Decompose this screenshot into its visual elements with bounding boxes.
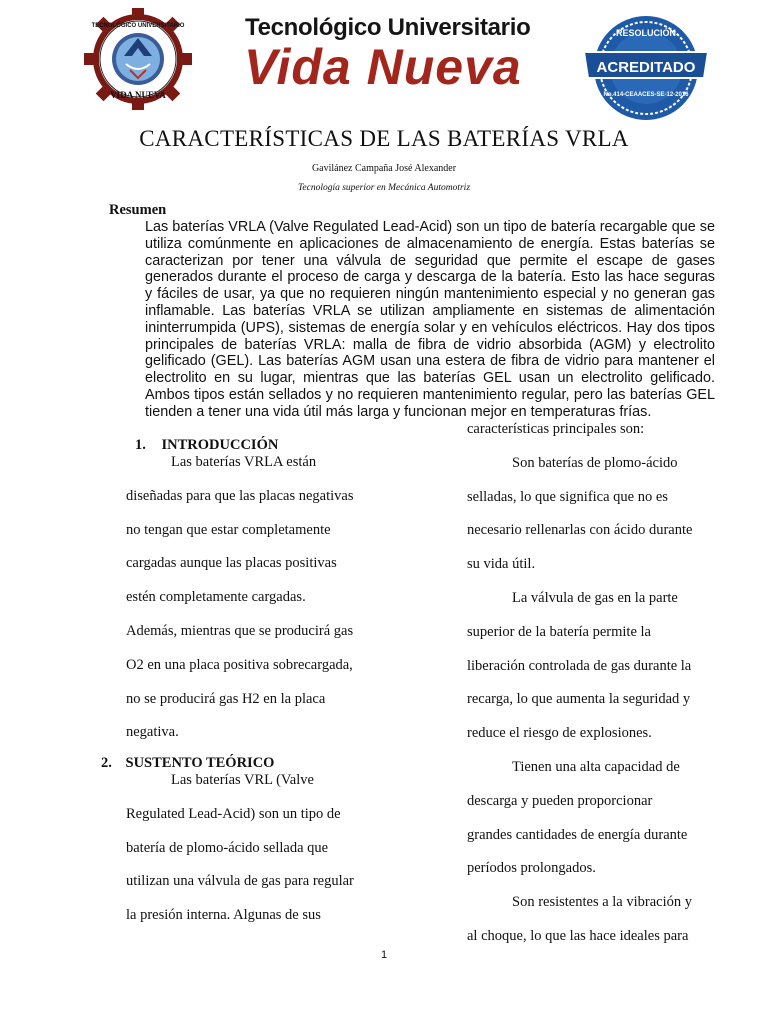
body-line: liberación controlada de gas durante la [467, 657, 692, 674]
body-line: superior de la batería permite la [467, 623, 651, 640]
body-line: Las baterías VRL (Valve [171, 772, 314, 788]
paper-title: CARACTERÍSTICAS DE LAS BATERÍAS VRLA [139, 126, 629, 151]
body-line: estén completamente cargadas. [126, 589, 306, 606]
body-line: selladas, lo que significa que no es [467, 488, 668, 505]
body-line: períodos prolongados. [467, 860, 596, 877]
body-line: utilizan una válvula de gas para regular [126, 873, 354, 890]
body-line: recarga, lo que aumenta la seguridad y [467, 691, 691, 708]
logo-caption-tecnologico: TECNOLÓGICO UNIVERSITARIO [91, 23, 185, 29]
body-line: Las baterías VRLA están [171, 454, 317, 470]
body-line: su vida útil. [467, 556, 536, 573]
body-line: La válvula de gas en la parte [512, 589, 678, 606]
body-line: Además, mientras que se producirá gas [126, 622, 354, 639]
right-column-body [467, 413, 727, 954]
seal-top-text: RESOLUCIÓN [615, 28, 677, 38]
institution-gear-logo [84, 8, 192, 110]
body-line: cargadas aunque las placas positivas [126, 555, 337, 572]
body-line: Regulated Lead-Acid) son un tipo de [126, 805, 341, 822]
institution-name-line2: Vida Nueva [244, 39, 522, 95]
body-line: diseñadas para que las placas negativas [126, 487, 354, 504]
section-1-body [126, 446, 456, 750]
body-line: Son baterías de plomo-ácido [512, 454, 678, 471]
abstract-heading: Resumen [109, 202, 167, 218]
section-1-number: 1. [135, 437, 146, 453]
paper-affiliation: Tecnología superior en Mecánica Automotriz [297, 183, 471, 193]
page-number: 1 [380, 949, 388, 961]
body-line: O2 en una placa positiva sobrecargada, [126, 656, 353, 673]
body-line: reduce el riesgo de explosiones. [467, 725, 652, 742]
accreditation-seal [576, 12, 716, 124]
body-line: Son resistentes a la vibración y [512, 894, 692, 911]
body-line: necesario rellenarlas con ácido durante [467, 522, 693, 539]
abstract-body: Las baterías VRLA (Valve Regulated Lead-Acid) son un tipo de batería recargable que se utiliza comúnmente en aplicaciones de almacenamiento de energía. Estas baterías se caracterizan por tener una válvula de seguridad que permite el escape de gases generados durante el proceso de carga y descarga de la batería. Esto las hace seguras y fáciles de usar, ya que no requieren ningún mantenimiento especial y no generan gas inflamable. Las baterías VRLA se utilizan ampliamente en sistemas de alimentación ininterrumpida (UPS), sistemas de energía solar y en vehículos eléctricos. Hay dos tipos principales de baterías VRLA: malla de fibra de vidrio absorbida (AGM) y electrolito gelificado (GEL). Las baterías AGM usan una estera de fibra de vidrio para mantener el electrolito en su lugar, mientras que las baterías GEL usan un electrolito gelificado. Ambos tipos están sellados y no requieren mantenimiento regular, pero las baterías GEL tienden a tener una vida útil más larga y funcionan mejor en temperaturas frías. [145, 219, 715, 420]
body-line: descarga y pueden proporcionar [467, 792, 653, 809]
body-line: características principales son: [467, 421, 645, 437]
body-line: al choque, lo que las hace ideales para [467, 927, 689, 944]
seal-main-text: ACREDITADO [596, 59, 696, 76]
logo-caption-vida-nueva: VIDA NUEVA [110, 90, 166, 100]
seal-bottom-text: No.414-CEAACES-SE-12-2016 [603, 92, 689, 98]
body-line: batería de plomo-ácido sellada que [126, 839, 329, 856]
body-line: la presión interna. Algunas de sus [126, 907, 321, 924]
paper-author: Gavilánez Campaña José Alexander [311, 163, 457, 174]
body-line: negativa. [126, 724, 179, 741]
section-2-body [126, 764, 456, 933]
section-2-title: SUSTENTO TEÓRICO [125, 755, 275, 771]
body-line: Tienen una alta capacidad de [512, 758, 680, 775]
institution-name-line1: Tecnológico Universitario [245, 14, 531, 41]
section-1-title: INTRODUCCIÓN [161, 437, 279, 453]
body-line: no tengan que estar completamente [126, 521, 331, 538]
body-line: grandes cantidades de energía durante [467, 826, 688, 843]
body-line: no se producirá gas H2 en la placa [126, 690, 326, 707]
section-2-number: 2. [101, 755, 112, 771]
